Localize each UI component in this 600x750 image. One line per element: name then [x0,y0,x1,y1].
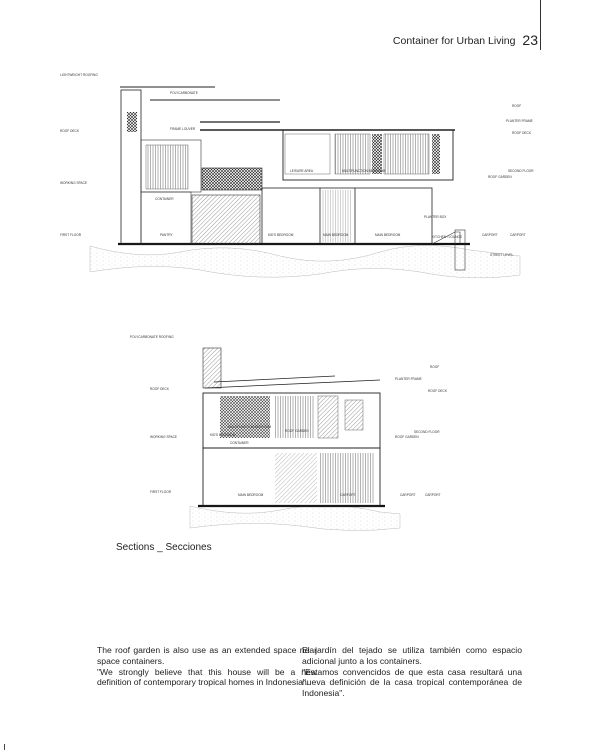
section-drawing-1 [0,60,600,310]
s1-label-roof: ROOF [512,104,522,108]
s1-label-planter-box: PLANTER BOX [424,215,447,219]
s2-label-carport-in: CARPORT [340,493,356,497]
s1-label-street-level: STREET LEVEL [490,253,514,257]
header-rule [540,0,541,50]
s1-label-second-floor: SECOND FLOOR [508,169,534,173]
s2-label-main-bedroom: MAIN BEDROOM [238,493,264,497]
s1-label-leisure-area: LEISURE AREA [290,169,314,173]
s2-label-first-floor: FIRST FLOOR [150,490,172,494]
s2-label-carport-2: CARPORT [425,493,441,497]
s1-label-polycarbonate: POLYCARBONATE [170,91,198,95]
s2-label-roof: ROOF [430,365,440,369]
s1-label-roof-deck-r: ROOF DECK [512,131,531,135]
s1-label-planter-frame: PLANTER FRAME [506,119,533,123]
s1-label-working-space: WORKING SPACE [60,181,88,185]
s2-label-kids-bedroom: KID'S BEDROOM [210,433,236,437]
s1-label-multifunction-bedroom: MULTIFUNCTION BEDROOM [342,169,386,173]
s1-label-carport-2: CARPORT [510,233,526,237]
body-text-spanish [302,645,522,699]
book-title: Container for Urban Living [392,35,516,47]
s1-label-frame-louver: FRAME LOUVER [170,127,196,131]
s1-label-kids-bedroom: KID'S BEDROOM [268,233,294,237]
s2-label-second-floor: SECOND FLOOR [414,430,440,434]
s1-label-main-bedroom-2: MAIN BEDROOM [375,233,401,237]
s2-label-container: CONTAINER [230,441,249,445]
body-text-english [97,645,317,688]
en-paragraph-1: The roof garden is also use as an extended space near space containers. [97,645,317,666]
s1-label-roof-deck: ROOF DECK [60,129,79,133]
s2-label-multifunction: MULTIFUNCTION BEDROOM [228,425,272,429]
figure-caption: Sections _ Secciones [116,542,212,553]
s2-label-carport: CARPORT [400,493,416,497]
s2-label-roof-garden-in: ROOF GARDEN [285,429,309,433]
s2-label-roof-deck-r: ROOF DECK [428,389,447,393]
s2-label-planter-frame: PLANTER FRAME [395,377,422,381]
s1-label-carport: CARPORT [482,233,498,237]
s2-label-roof-garden: ROOF GARDEN [395,435,419,439]
section-drawing-2 [0,328,600,533]
s1-label-roof-garden: ROOF GARDEN [488,175,512,179]
s2-label-roofing: POLYCARBONATE ROOFING [130,335,174,339]
s1-label-kitchen: KITCHEN / LOUNGE [432,235,463,239]
page-number: 23 [522,32,538,48]
es-paragraph-2: "Estamos convencidos de que esta casa resultará una nueva definición de la casa tropical contemporánea de Indonesia". [302,666,522,699]
section-1-svg [0,60,600,310]
section-2-svg [0,328,600,533]
s1-label-main-bedroom: MAIN BEDROOM [323,233,349,237]
s1-label-roofing: LIGHTWEIGHT ROOFING [60,73,98,77]
s1-label-pantry: PANTRY [160,233,173,237]
s2-label-roof-deck: ROOF DECK [150,387,169,391]
running-header [393,32,538,48]
s1-label-container: CONTAINER [155,197,174,201]
es-paragraph-1: El jardín del tejado se utiliza también como espacio adicional junto a los containers. [302,645,522,666]
en-paragraph-2: "We strongly believe that this house will be a new definition of contemporary tropical homes in Indonesia". [97,666,317,688]
crop-mark [4,744,5,750]
s1-label-first-floor: FIRST FLOOR [60,233,82,237]
s2-label-working-space: WORKING SPACE [150,435,178,439]
